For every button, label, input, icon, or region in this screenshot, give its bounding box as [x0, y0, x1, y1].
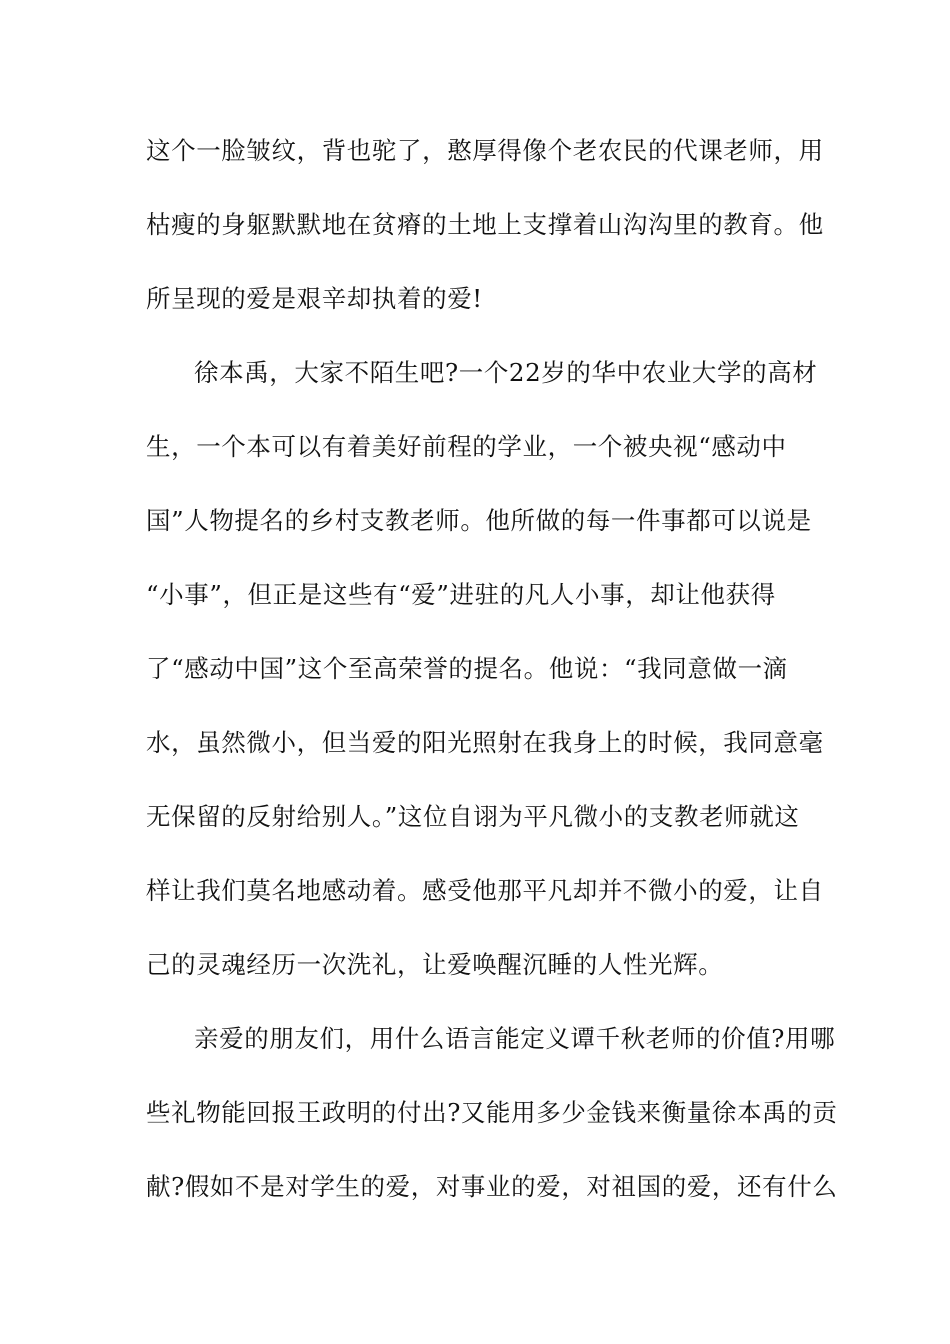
paragraph-first-line: 徐本禹，大家不陌生吧?一个22岁的华中农业大学的高材 [194, 358, 818, 387]
text-line: “小事”，但正是这些有“爱”进驻的凡人小事，却让他获得 [146, 580, 776, 609]
text-line: 了“感动中国”这个至高荣誉的提名。他说：“我同意做一滴 [146, 654, 788, 683]
text-line: 些礼物能回报王政明的付出?又能用多少金钱来衡量徐本禹的贡 [146, 1098, 838, 1127]
text-line: 献?假如不是对学生的爱，对事业的爱，对祖国的爱，还有什么 [146, 1172, 838, 1201]
text-line: 这个一脸皱纹，背也驼了，憨厚得像个老农民的代课老师，用 [146, 136, 824, 165]
text-line: 样让我们莫名地感动着。感受他那平凡却并不微小的爱，让自 [146, 876, 824, 905]
text-line: 枯瘦的身躯默默地在贫瘠的土地上支撑着山沟沟里的教育。他 [146, 210, 824, 239]
text-line: 国”人物提名的乡村支教老师。他所做的每一件事都可以说是 [146, 506, 812, 535]
text-line: 水，虽然微小，但当爱的阳光照射在我身上的时候，我同意毫 [146, 728, 824, 757]
text-line: 无保留的反射给别人。”这位自诩为平凡微小的支教老师就这 [146, 802, 800, 831]
paragraph-first-line: 亲爱的朋友们，用什么语言能定义谭千秋老师的价值?用哪 [194, 1024, 836, 1053]
text-line: 所呈现的爱是艰辛却执着的爱! [146, 284, 483, 313]
text-line: 生，一个本可以有着美好前程的学业，一个被央视“感动中 [146, 432, 787, 461]
text-line: 己的灵魂经历一次洗礼，让爱唤醒沉睡的人性光辉。 [146, 950, 724, 979]
